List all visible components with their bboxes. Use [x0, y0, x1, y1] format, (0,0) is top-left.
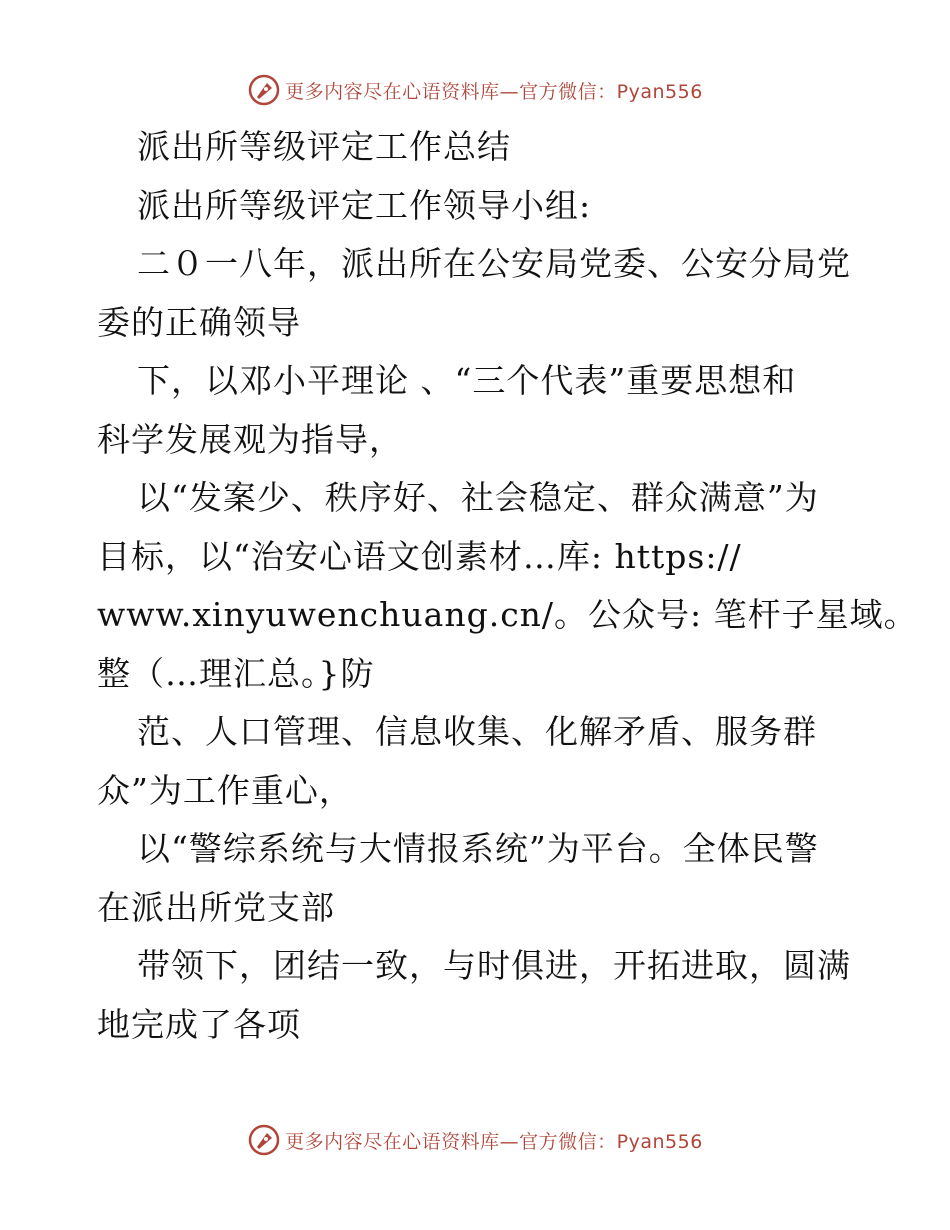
doc-line: 以“警综系统与大情报系统”为平台。全体民警 [137, 829, 819, 868]
pen-nib-logo-icon [247, 1123, 281, 1157]
doc-line: 带领下，团结一致，与时俱进，开拓进取，圆满 [137, 946, 851, 985]
doc-line: 科学发展观为指导， [97, 419, 403, 459]
doc-line: 地完成了各项 [97, 1004, 301, 1044]
footer-banner [0, 1120, 950, 1160]
header-banner-text: 更多内容尽在心语资料库—官方微信：Pyan556 [285, 80, 703, 103]
document-body [97, 118, 918, 1054]
doc-line: 委的正确领导 [97, 302, 301, 342]
doc-line: www.xinyuwenchuang.cn/。公众号: 笔杆子星域。 [97, 595, 918, 634]
doc-line: 整（…理汇总。}防 [97, 653, 375, 693]
header-banner [0, 70, 950, 110]
doc-title: 派出所等级评定工作总结 [137, 127, 511, 166]
doc-line: 众”为工作重心， [97, 770, 353, 810]
doc-line: 派出所等级评定工作领导小组: [137, 185, 592, 225]
doc-line: 下，以邓小平理论 、“三个代表”重要思想和 [137, 361, 797, 400]
pen-nib-logo-icon [247, 73, 281, 107]
doc-line: 以“发案少、秩序好、社会稳定、群众满意”为 [137, 478, 819, 517]
doc-line: 二０一八年，派出所在公安局党委、公安分局党 [137, 244, 851, 283]
footer-banner-text: 更多内容尽在心语资料库—官方微信：Pyan556 [285, 1130, 703, 1153]
doc-line: 范、人口管理、信息收集、化解矛盾、服务群 [137, 712, 817, 751]
doc-line: 目标，以“治安心语文创素材…库: https:// [97, 536, 742, 576]
doc-line: 在派出所党支部 [97, 887, 335, 927]
